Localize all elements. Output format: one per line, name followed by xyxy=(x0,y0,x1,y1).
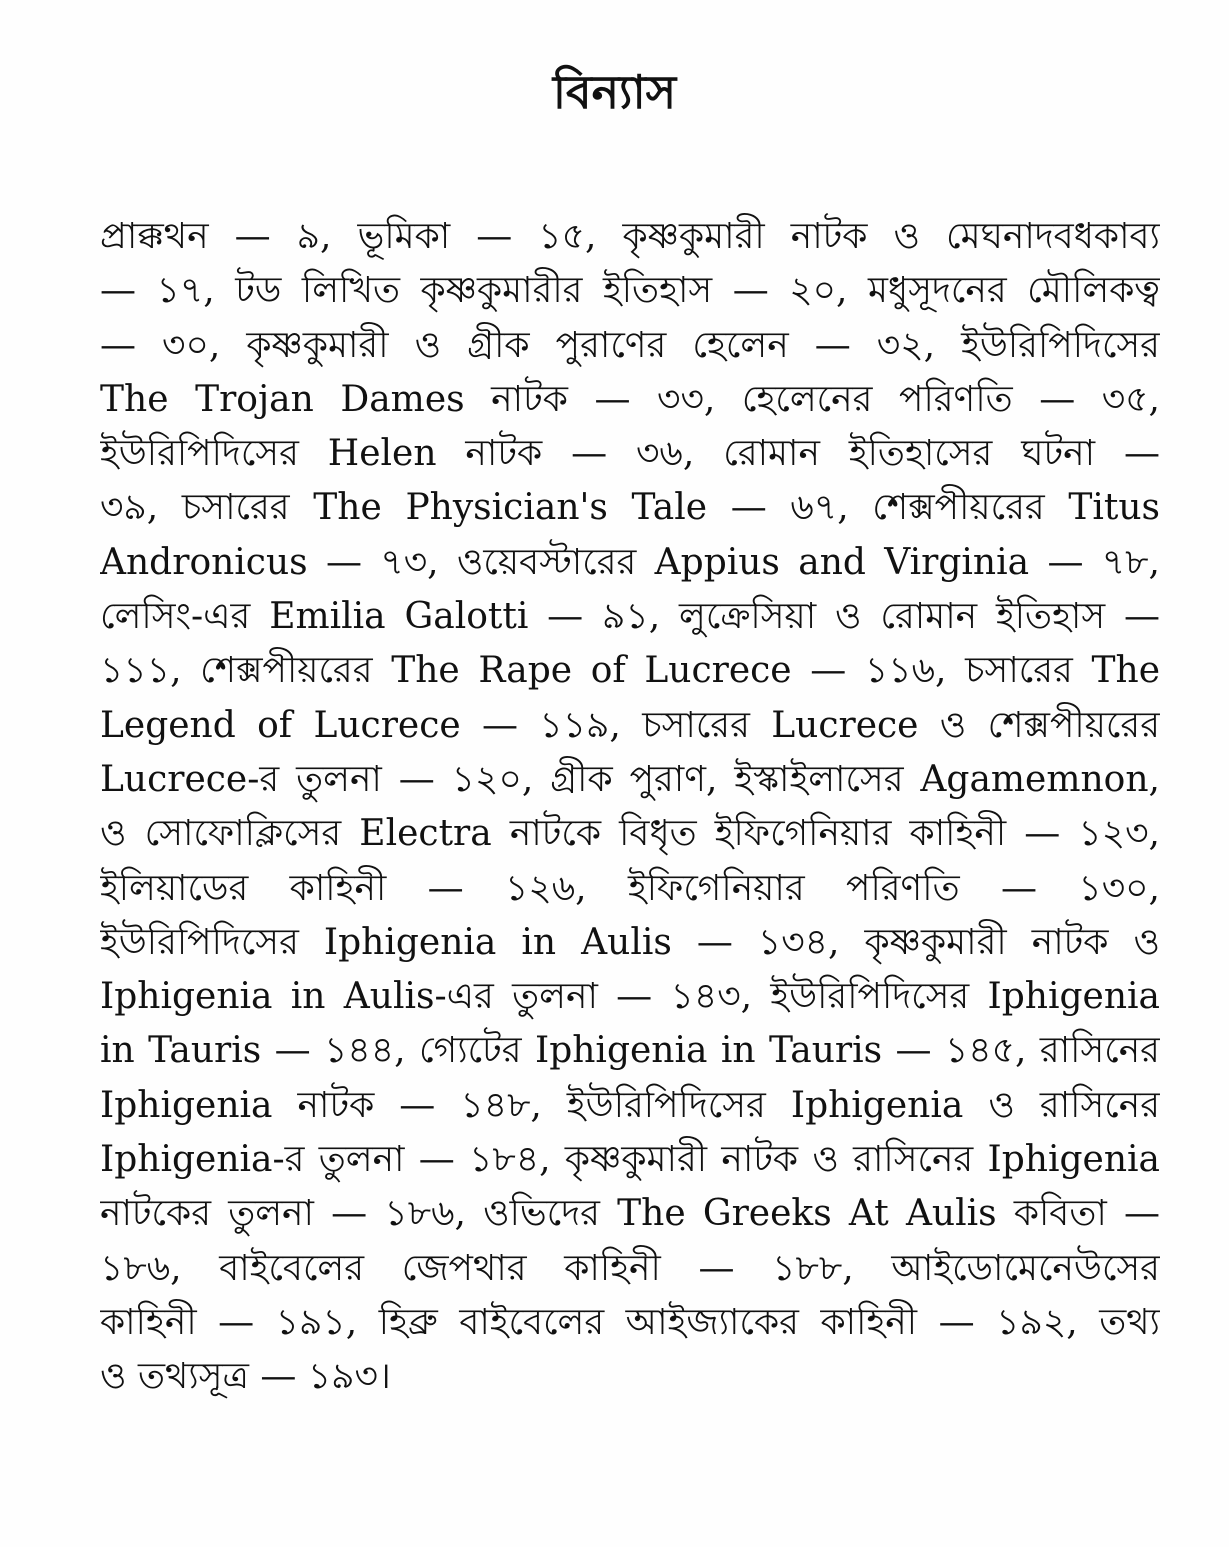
contents-line: ইউরিপিদিসের Helen নাটক — ৩৬, রোমান ইতিহাসের ঘটনা — xyxy=(100,433,1160,475)
contents-paragraph xyxy=(100,210,1160,1405)
contents-line: কাহিনী — ১৯১, হিব্রু বাইবেলের আইজ্যাকের কাহিনী — ১৯২, তথ্য xyxy=(100,1301,1160,1343)
contents-line: Iphigenia in Aulis-এর তুলনা — ১৪৩, ইউরিপিদিসের Iphigenia xyxy=(100,976,1160,1018)
contents-line: ইলিয়াডের কাহিনী — ১২৬, ইফিগেনিয়ার পরিণতি — ১৩০, xyxy=(100,867,1160,909)
contents-line: Legend of Lucrece — ১১৯, চসারের Lucrece ও শেক্সপীয়রের xyxy=(100,704,1160,746)
contents-line: Iphigenia নাটক — ১৪৮, ইউরিপিদিসের Iphigenia ও রাসিনের xyxy=(100,1084,1160,1126)
contents-line: ও সোফোক্লিসের Electra নাটকে বিধৃত ইফিগেনিয়ার কাহিনী — ১২৩, xyxy=(100,813,1160,855)
contents-line: — ১৭, টড লিখিত কৃষ্ণকুমারীর ইতিহাস — ২০, মধুসূদনের মৌলিকত্ব xyxy=(100,270,1160,312)
contents-line: The Trojan Dames নাটক — ৩৩, হেলেনের পরিণতি — ৩৫, xyxy=(100,378,1160,420)
page-title: বিন্যাস xyxy=(552,65,677,119)
contents-line: প্রাক্কথন — ৯, ভূমিকা — ১৫, কৃষ্ণকুমারী নাটক ও মেঘনাদবধকাব্য xyxy=(100,216,1160,257)
contents-line: ও তথ্যসূত্র — ১৯৩। xyxy=(100,1356,391,1398)
contents-line: in Tauris — ১৪৪, গ্যেটের Iphigenia in Tauris — ১৪৫, রাসিনের xyxy=(100,1030,1160,1072)
contents-line: নাটকের তুলনা — ১৮৬, ওভিদের The Greeks At Aulis কবিতা — xyxy=(100,1193,1160,1235)
contents-line: — ৩০, কৃষ্ণকুমারী ও গ্রীক পুরাণের হেলেন — ৩২, ইউরিপিদিসের xyxy=(100,324,1160,366)
contents-line: ১৮৬, বাইবেলের জেপথার কাহিনী — ১৮৮, আইডোমেনেউসের xyxy=(100,1247,1160,1289)
contents-line: Iphigenia-র তুলনা — ১৮৪, কৃষ্ণকুমারী নাটক ও রাসিনের Iphigenia xyxy=(100,1139,1160,1181)
contents-line: ইউরিপিদিসের Iphigenia in Aulis — ১৩৪, কৃষ্ণকুমারী নাটক ও xyxy=(100,921,1160,963)
contents-line: Lucrece-র তুলনা — ১২০, গ্রীক পুরাণ, ইস্কাইলাসের Agamemnon, xyxy=(100,758,1160,800)
contents-line: লেসিং-এর Emilia Galotti — ৯১, লুক্রেসিয়া ও রোমান ইতিহাস — xyxy=(100,596,1160,638)
contents-line: Andronicus — ৭৩, ওয়েবস্টারের Appius and Virginia — ৭৮, xyxy=(100,541,1160,583)
contents-line: ৩৯, চসারের The Physician's Tale — ৬৭, শেক্সপীয়রের Titus xyxy=(100,487,1160,529)
contents-line: ১১১, শেক্সপীয়রের The Rape of Lucrece — ১১৬, চসারের The xyxy=(100,650,1160,692)
